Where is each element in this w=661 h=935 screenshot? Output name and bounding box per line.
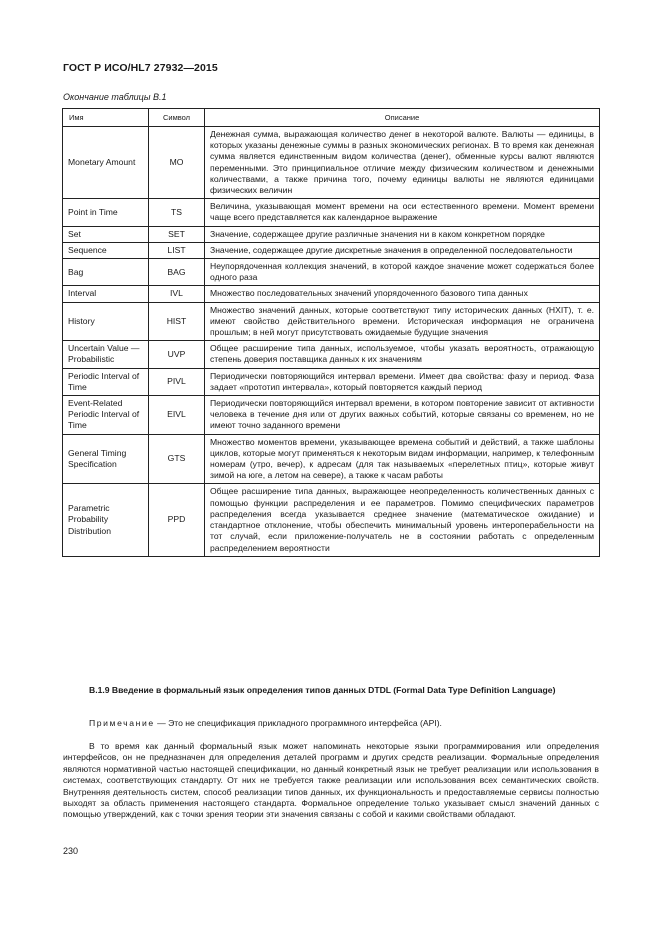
table-caption: Окончание таблицы В.1 — [63, 92, 167, 102]
type-description: Множество значений данных, которые соответствуют типу исторических данных (HXIT), т. е. имеют свойство действительного времени. Историческая информация не ограничена прошлым; в ней могут присутствовать ожидаемые будущие значения — [205, 302, 600, 341]
type-name: History — [63, 302, 149, 341]
type-symbol: TS — [149, 199, 205, 226]
type-description: Периодически повторяющийся интервал времени. Имеет два свойства: фазу и период. Фаза задает «прототип интервала», который повторяется каждый период — [205, 368, 600, 395]
type-name: Uncertain Value — Probabilistic — [63, 341, 149, 368]
type-symbol: EIVL — [149, 396, 205, 435]
type-description: Множество последовательных значений упорядоченного базового типа данных — [205, 286, 600, 302]
type-symbol: PIVL — [149, 368, 205, 395]
type-symbol: MO — [149, 127, 205, 199]
type-description: Общее расширение типа данных, используемое, чтобы указать вероятность, отражающую степень доверия поставщика данных к их значениям — [205, 341, 600, 368]
type-name: Set — [63, 226, 149, 242]
data-types-table — [62, 108, 600, 557]
type-description: Значение, содержащее другие различные значения ни в каком конкретном порядке — [205, 226, 600, 242]
table-row — [63, 484, 600, 556]
type-symbol: UVP — [149, 341, 205, 368]
table-row — [63, 226, 600, 242]
column-header-name: Имя — [63, 109, 149, 127]
type-name: Bag — [63, 259, 149, 286]
section-title: В.1.9 Введение в формальный язык определения типов данных DTDL (Formal Data Type Definition Language) — [89, 685, 556, 695]
column-header-description: Описание — [205, 109, 600, 127]
table-row — [63, 434, 600, 484]
table-row — [63, 242, 600, 258]
type-name: Point in Time — [63, 199, 149, 226]
table-header-row — [63, 109, 600, 127]
note-label: Примечание — [89, 718, 155, 728]
type-name: Event-Related Periodic Interval of Time — [63, 396, 149, 435]
type-description: Неупорядоченная коллекция значений, в которой каждое значение может содержаться более одного раза — [205, 259, 600, 286]
table-row — [63, 302, 600, 341]
table-row — [63, 341, 600, 368]
type-symbol: PPD — [149, 484, 205, 556]
type-description: Общее расширение типа данных, выражающее неопределенность количественных данных с помощью функции распределения и ее параметров. Помимо специфических параметров распределения всегда указывается среднее значение (математическое ожидание) и стандартное отклонение, чтобы обеспечить минимальный уровень интероперабельности на тот случай, если приложение-получатель не в состоянии работать с определенным распределением вероятности — [205, 484, 600, 556]
table-row — [63, 199, 600, 226]
type-name: General Timing Specification — [63, 434, 149, 484]
type-description: Значение, содержащее другие дискретные значения в определенной последовательности — [205, 242, 600, 258]
type-name: Periodic Interval of Time — [63, 368, 149, 395]
page-number: 230 — [63, 846, 79, 856]
type-symbol: BAG — [149, 259, 205, 286]
column-header-symbol: Символ — [149, 109, 205, 127]
table-row — [63, 368, 600, 395]
table-row — [63, 396, 600, 435]
type-name: Sequence — [63, 242, 149, 258]
table-row — [63, 127, 600, 199]
type-description: Периодически повторяющийся интервал времени, в котором повторение зависит от активности человека в течение дня или от других важных событий, которые связаны со временем, но не имеют точно заданного времени — [205, 396, 600, 435]
type-symbol: LIST — [149, 242, 205, 258]
type-symbol: HIST — [149, 302, 205, 341]
type-description: Множество моментов времени, указывающее времена событий и действий, а также шаблоны циклов, которые могут применяться к некоторым видам информации, например, к телефонным номерам (утро, вечер), к адресам (для так называемых «перелетных птиц», которые живут зимой на юге, а летом на севере), а также к часам работы — [205, 434, 600, 484]
type-name: Interval — [63, 286, 149, 302]
type-name: Monetary Amount — [63, 127, 149, 199]
body-paragraph: В то время как данный формальный язык может напоминать некоторые языки программирования или определения интерфейсов, он не предназначен для определения деталей программ и других средств реализации. Формальные определения являются нормативной частью настоящей спецификации, но данный конкретный язык не требует реализации или использования в системах, соответствующих стандарту. От них не требуется также реализации или использования всех семантических свойств. Внутренняя деятельность систем, способ реализации типов данных, их функциональность и предоставляемые сервисы полностью выходят за область применения настоящего стандарта. Формальное определение только указывает смысл значений данных с помощью утверждений, как с точки зрения теории эти значения связаны с собой и какими свойствами обладают. — [63, 741, 599, 820]
table-row — [63, 286, 600, 302]
type-symbol: IVL — [149, 286, 205, 302]
type-description: Денежная сумма, выражающая количество денег в некоторой валюте. Валюты — единицы, в которых указаны денежные суммы в разных экономических регионах. В то время как денежная сумма является единственным видом количества (денег), обменные курсы валют являются переменными. Это принципиальное отличие между физическим количеством и денежными количествами, а также причина того, почему единицы валюты не являются единицами физических величин — [205, 127, 600, 199]
note — [63, 718, 599, 729]
type-symbol: GTS — [149, 434, 205, 484]
table-row — [63, 259, 600, 286]
type-description: Величина, указывающая момент времени на оси естественного времени. Момент времени чаще всего представляется как календарное выражение — [205, 199, 600, 226]
document-header: ГОСТ Р ИСО/HL7 27932—2015 — [63, 62, 218, 74]
type-symbol: SET — [149, 226, 205, 242]
note-text: — Это не спецификация прикладного программного интерфейса (API). — [154, 718, 442, 728]
type-name: Parametric Probability Distribution — [63, 484, 149, 556]
